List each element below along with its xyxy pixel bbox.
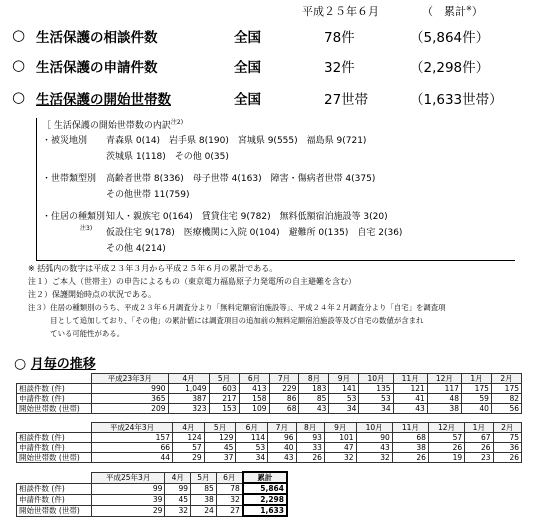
summary-area: 全国	[234, 92, 261, 108]
note-1: 注１）ご本人（世帯主）の申告によるもの（東京電力福島原子力発電所の自主避難を含む）	[28, 277, 356, 286]
report-date-header	[302, 3, 483, 19]
cell: 32	[356, 453, 392, 463]
col-header: 7月	[269, 374, 299, 384]
cell: 413	[239, 384, 269, 394]
cell: 43	[393, 404, 427, 414]
col-header: 4月	[165, 472, 191, 483]
col-header: 12月	[428, 423, 464, 433]
cell: 175	[461, 384, 491, 394]
summary-row-consultations	[12, 26, 532, 46]
col-header: 12月	[427, 374, 461, 384]
table-row	[17, 404, 522, 414]
cell: 38	[427, 404, 461, 414]
cell: 217	[209, 394, 239, 404]
cell: 37	[204, 453, 236, 463]
bullet-circle: ○	[14, 356, 27, 372]
cell: 45	[204, 443, 236, 453]
cell: 26	[392, 453, 428, 463]
cell: 34	[236, 453, 268, 463]
cell: 24	[191, 505, 217, 516]
summary-label: 生活保護の申請件数	[36, 60, 158, 76]
col-header: 6月	[236, 423, 268, 433]
col-header: 4月	[172, 423, 204, 433]
col-header: 10月	[356, 423, 392, 433]
cell: 85	[299, 394, 329, 404]
cell: 47	[324, 443, 356, 453]
cell: 68	[269, 404, 299, 414]
cell: 68	[392, 433, 428, 443]
cell: 32	[165, 505, 191, 516]
cell: 29	[172, 453, 204, 463]
cell: 53	[329, 394, 359, 404]
cell: 40	[268, 443, 296, 453]
cell: 19	[428, 453, 464, 463]
table-row	[17, 384, 522, 394]
col-header: 5月	[209, 374, 239, 384]
cell: 183	[299, 384, 329, 394]
cell: 603	[209, 384, 239, 394]
row-label: 相談件数 (件)	[17, 433, 92, 443]
cell: 32	[324, 453, 356, 463]
table-row	[17, 505, 288, 516]
cell: 158	[239, 394, 269, 404]
monthly-table-2013	[16, 471, 288, 517]
cell: 34	[359, 404, 393, 414]
col-header: 9月	[324, 423, 356, 433]
disaster-line-1: 青森県 0(14) 岩手県 8(190) 宮城県 9(555) 福島県 9(721)	[106, 136, 367, 146]
breakdown-title-text: ［ 生活保護の開始世帯数の内訳	[42, 121, 171, 131]
col-header: 1月	[465, 423, 493, 433]
table-row	[17, 443, 522, 453]
note-asterisk: ※ 括弧内の数字は平成２３年３月から平成２５年６月の累計である。	[28, 264, 278, 273]
housing-line-1: 知人・親族宅 0(164) 賃貸住宅 9(782) 無料低額宿泊施設等 3(20)	[106, 212, 388, 222]
cell: 135	[359, 384, 393, 394]
housing-line-2: 仮設住宅 9(178) 医療機関に入院 0(104) 避難所 0(135) 自宅 2(36)	[106, 228, 403, 238]
summary-total: （5,864件）	[410, 30, 490, 46]
cell: 109	[239, 404, 269, 414]
col-header: 平成24年3月	[92, 423, 173, 433]
col-header: 7月	[268, 423, 296, 433]
col-header: 11月	[392, 423, 428, 433]
col-header: 10月	[359, 374, 393, 384]
summary-area: 全国	[234, 60, 261, 76]
cell: 26	[493, 453, 522, 463]
cell: 114	[236, 433, 268, 443]
bullet-circle: ○	[12, 26, 26, 44]
cell: 90	[356, 433, 392, 443]
cell: 96	[268, 433, 296, 443]
col-header-total: 累計	[243, 472, 287, 483]
bullet-circle: ○	[12, 88, 26, 106]
cell: 43	[356, 443, 392, 453]
cell: 101	[324, 433, 356, 443]
col-header: 2月	[493, 423, 522, 433]
col-header: 5月	[191, 472, 217, 483]
total-cell: 2,298	[243, 494, 287, 505]
col-header: 8月	[299, 374, 329, 384]
note-3-line-3: ている可能性がある。	[28, 329, 125, 338]
cell: 26	[465, 443, 493, 453]
cell: 53	[236, 443, 268, 453]
row-label: 申請件数 (件)	[17, 494, 92, 505]
cell: 99	[165, 483, 191, 494]
cell: 387	[168, 394, 209, 404]
housing-note-mark: 注3)	[80, 225, 93, 232]
cell: 1,049	[168, 384, 209, 394]
summary-current: 78件	[324, 30, 355, 46]
row-label: 開始世帯数 (世帯)	[17, 453, 92, 463]
disaster-label: ・被災地別	[42, 136, 88, 146]
cell: 67	[465, 433, 493, 443]
housing-label: ・住居の種類別	[42, 212, 106, 222]
summary-current: 32件	[324, 60, 355, 76]
cell: 53	[359, 394, 393, 404]
cell: 44	[92, 453, 173, 463]
col-header: 4月	[168, 374, 209, 384]
household-type-line-2: その他世帯 11(759)	[106, 190, 190, 200]
cell: 175	[491, 384, 521, 394]
cell: 39	[92, 494, 165, 505]
row-label: 開始世帯数 (世帯)	[17, 404, 92, 414]
note-3-line-2: 目として追加しており、「その他」の累計値には調査項目の追加前の無料定額宿泊施設等及び自宅の数値が含まれ	[28, 316, 424, 325]
table-row	[17, 453, 522, 463]
col-header: 1月	[461, 374, 491, 384]
cell: 141	[329, 384, 359, 394]
cell: 990	[92, 384, 169, 394]
cell: 57	[172, 443, 204, 453]
cell: 23	[465, 453, 493, 463]
household-type-line-1: 高齢者世帯 8(336) 母子世帯 4(163) 障害・傷病者世帯 4(375)	[106, 174, 376, 184]
total-cell: 5,864	[243, 483, 287, 494]
cell: 43	[268, 453, 296, 463]
monthly-section-title	[14, 353, 96, 372]
col-header: 6月	[216, 472, 242, 483]
cell: 85	[191, 483, 217, 494]
cell: 57	[428, 433, 464, 443]
cell: 78	[216, 483, 242, 494]
monthly-table-2012	[16, 422, 522, 463]
cell: 45	[165, 494, 191, 505]
summary-total: （1,633世帯）	[410, 92, 503, 108]
cell: 33	[296, 443, 324, 453]
cell: 86	[269, 394, 299, 404]
cell: 38	[392, 443, 428, 453]
breakdown-title	[42, 116, 183, 133]
bullet-circle: ○	[12, 56, 26, 74]
household-type-label: ・世帯類型別	[42, 174, 97, 184]
table-row	[17, 494, 288, 505]
summary-current: 27世帯	[324, 92, 369, 108]
summary-label: 生活保護の相談件数	[36, 30, 158, 46]
cell: 157	[92, 433, 173, 443]
summary-area: 全国	[234, 30, 261, 46]
cell: 27	[216, 505, 242, 516]
table-row	[17, 394, 522, 404]
cell: 365	[92, 394, 169, 404]
table-row	[17, 483, 288, 494]
cumulative-note-mark: ※	[466, 4, 472, 13]
housing-line-3: その他 4(214)	[106, 244, 166, 254]
col-header: 平成25年3月	[92, 472, 165, 483]
col-header: 8月	[296, 423, 324, 433]
row-label: 申請件数 (件)	[17, 443, 92, 453]
cell: 66	[92, 443, 173, 453]
row-label: 相談件数 (件)	[17, 483, 92, 494]
cell: 40	[461, 404, 491, 414]
cell: 38	[191, 494, 217, 505]
breakdown-title-note: 注2)	[170, 119, 184, 126]
col-header: 9月	[329, 374, 359, 384]
cell: 56	[491, 404, 521, 414]
col-header: 5月	[204, 423, 236, 433]
summary-label: 生活保護の開始世帯数	[36, 92, 171, 108]
cell: 59	[461, 394, 491, 404]
report-date: 平成２５年６月	[302, 5, 379, 18]
summary-total: （2,298件）	[410, 60, 490, 76]
note-2: 注２）保護開始時点の状況である。	[28, 290, 156, 299]
summary-row-applications	[12, 56, 532, 76]
cell: 93	[296, 433, 324, 443]
col-header: 6月	[239, 374, 269, 384]
total-cell: 1,633	[243, 505, 287, 516]
monthly-table-2011	[16, 373, 522, 414]
row-label: 開始世帯数 (世帯)	[17, 505, 92, 516]
cell: 48	[427, 394, 461, 404]
cell: 26	[428, 443, 464, 453]
monthly-title-text: 月毎の推移	[30, 357, 96, 372]
cell: 124	[172, 433, 204, 443]
cell: 121	[393, 384, 427, 394]
disaster-line-2: 茨城県 1(118) その他 0(35)	[106, 152, 229, 162]
table-row	[17, 433, 522, 443]
cell: 229	[269, 384, 299, 394]
col-header: 11月	[393, 374, 427, 384]
cell: 36	[493, 443, 522, 453]
cell: 43	[299, 404, 329, 414]
cell: 34	[329, 404, 359, 414]
cell: 75	[493, 433, 522, 443]
summary-row-households	[12, 88, 532, 108]
cell: 153	[209, 404, 239, 414]
cell: 129	[204, 433, 236, 443]
col-header: 2月	[491, 374, 521, 384]
cell: 99	[92, 483, 165, 494]
cell: 32	[216, 494, 242, 505]
cumulative-close: ）	[471, 5, 483, 18]
cell: 41	[393, 394, 427, 404]
note-3-line-1: 注３）住居の種類別のうち、平成２３年６月調査分より「無料定額宿泊施設等」、平成２４年２月調査分より「自宅」を調査項	[28, 303, 446, 312]
cell: 209	[92, 404, 169, 414]
cell: 117	[427, 384, 461, 394]
cell: 29	[92, 505, 165, 516]
cumulative-label: （ 累計	[422, 5, 466, 18]
cell: 82	[491, 394, 521, 404]
row-label: 相談件数 (件)	[17, 384, 92, 394]
col-header: 平成23年3月	[92, 374, 169, 384]
cell: 26	[296, 453, 324, 463]
cell: 323	[168, 404, 209, 414]
row-label: 申請件数 (件)	[17, 394, 92, 404]
